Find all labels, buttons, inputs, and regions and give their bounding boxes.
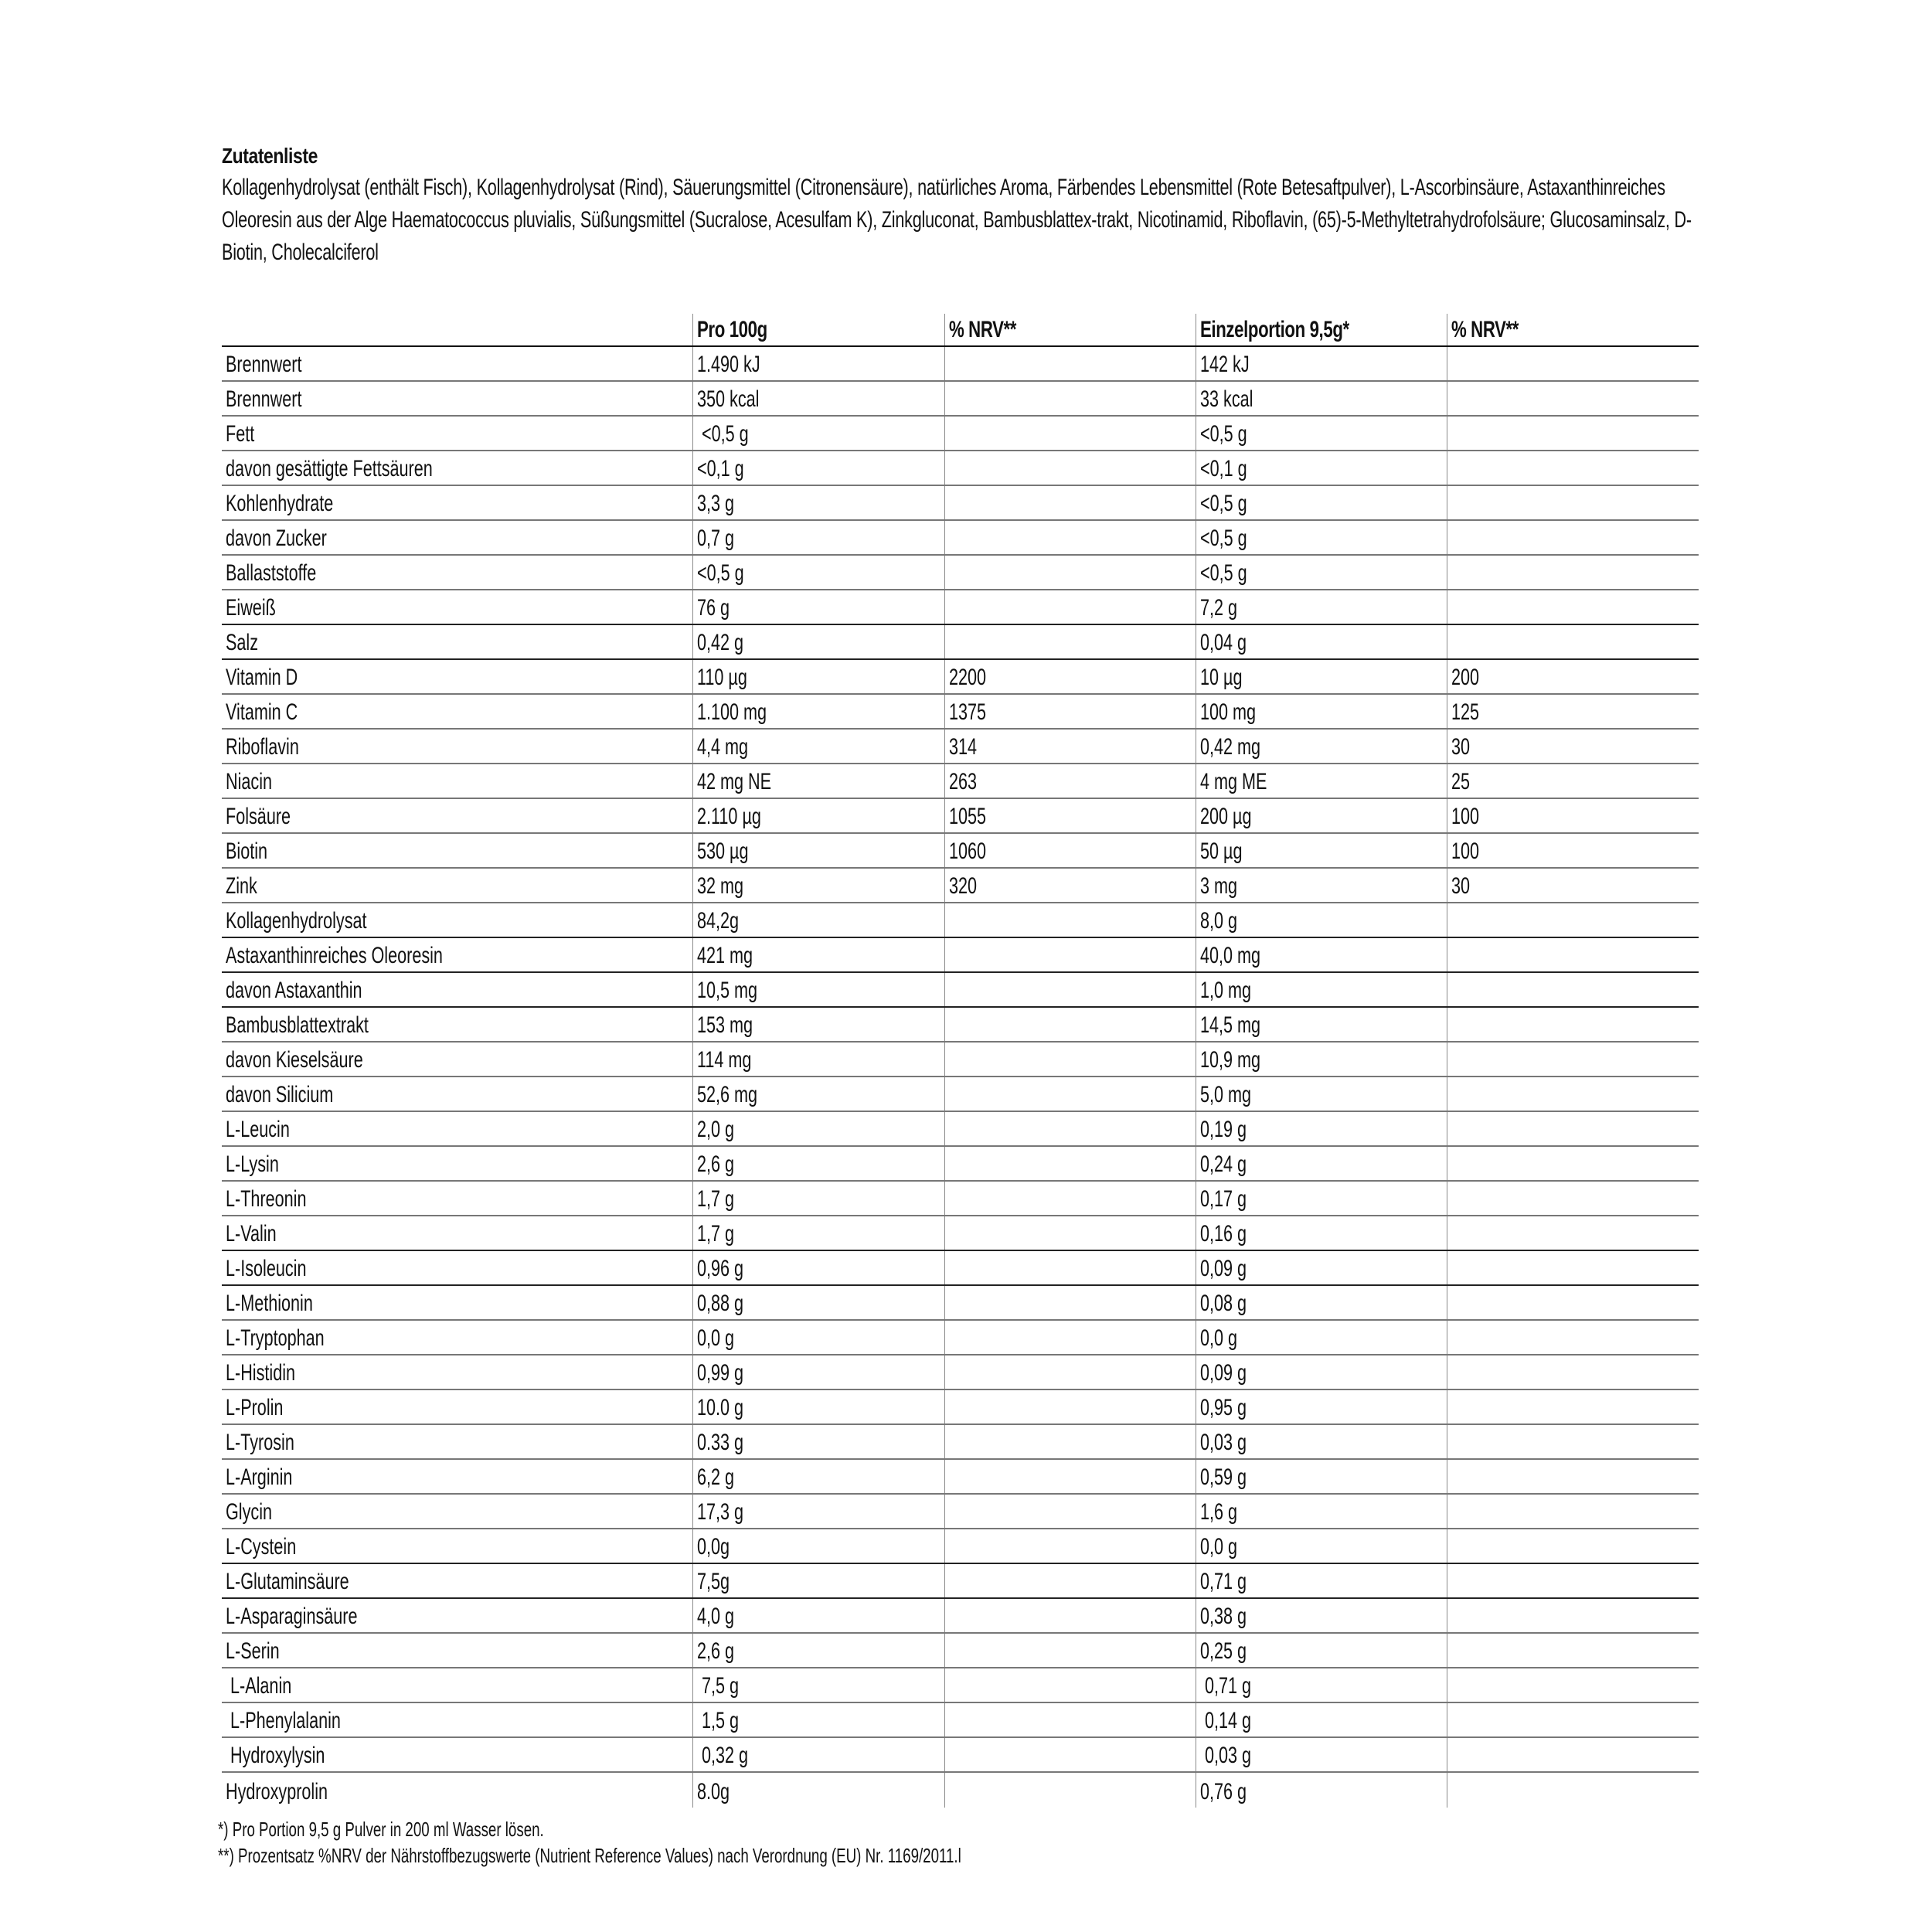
cell-per-100g: 7,5g	[692, 1563, 944, 1598]
cell-nutrient: Brennwert	[222, 346, 692, 381]
cell-nutrient: davon Zucker	[222, 520, 692, 555]
cell-per-100g: 52,6 mg	[692, 1077, 944, 1111]
cell-per-portion: 40,0 mg	[1196, 937, 1447, 972]
cell-per-portion: 1,6 g	[1196, 1494, 1447, 1529]
cell-per-portion: 0,71 g	[1196, 1668, 1447, 1702]
table-row	[222, 416, 1699, 451]
table-row	[222, 764, 1699, 798]
cell-nrv-portion	[1447, 1668, 1699, 1702]
cell-per-100g: 1,7 g	[692, 1216, 944, 1250]
table-row	[222, 346, 1699, 381]
cell-nrv-portion	[1447, 1285, 1699, 1320]
cell-nrv-portion	[1447, 1424, 1699, 1459]
cell-per-portion: 0,03 g	[1196, 1424, 1447, 1459]
cell-per-portion: 0,38 g	[1196, 1598, 1447, 1633]
cell-per-portion: 0,19 g	[1196, 1111, 1447, 1146]
cell-per-portion: <0,1 g	[1196, 451, 1447, 485]
cell-nutrient: davon Silicium	[222, 1077, 692, 1111]
table-row	[222, 937, 1699, 972]
cell-per-100g: <0,5 g	[692, 416, 944, 451]
cell-nrv-100g	[944, 1250, 1196, 1285]
cell-nutrient: L-Lysin	[222, 1146, 692, 1181]
cell-nutrient: L-Valin	[222, 1216, 692, 1250]
cell-nutrient: Hydroxylysin	[222, 1737, 692, 1772]
cell-per-portion: 7,2 g	[1196, 590, 1447, 624]
table-row	[222, 1598, 1699, 1633]
cell-nrv-portion	[1447, 624, 1699, 659]
cell-nutrient: davon Kieselsäure	[222, 1042, 692, 1077]
cell-nrv-portion	[1447, 1772, 1699, 1808]
cell-nutrient: Bambusblattextrakt	[222, 1007, 692, 1042]
cell-nutrient: L-Serin	[222, 1633, 692, 1668]
cell-nrv-portion	[1447, 1598, 1699, 1633]
cell-per-100g: 0,96 g	[692, 1250, 944, 1285]
cell-per-100g: <0,1 g	[692, 451, 944, 485]
cell-nrv-portion	[1447, 1250, 1699, 1285]
cell-per-portion: 8,0 g	[1196, 903, 1447, 937]
cell-per-100g: 110 µg	[692, 659, 944, 694]
table-row	[222, 555, 1699, 590]
table-row	[222, 1320, 1699, 1355]
cell-per-portion: <0,5 g	[1196, 520, 1447, 555]
cell-per-100g: 84,2g	[692, 903, 944, 937]
cell-per-100g: 0,99 g	[692, 1355, 944, 1389]
cell-nrv-100g	[944, 451, 1196, 485]
cell-nutrient: Ballaststoffe	[222, 555, 692, 590]
ingredients-title: Zutatenliste	[222, 144, 318, 168]
cell-nutrient: L-Prolin	[222, 1389, 692, 1424]
cell-nutrient: Salz	[222, 624, 692, 659]
cell-nrv-portion	[1447, 381, 1699, 416]
cell-per-100g: 1.100 mg	[692, 694, 944, 729]
cell-nrv-100g: 1055	[944, 798, 1196, 833]
cell-nrv-100g: 2200	[944, 659, 1196, 694]
cell-nutrient: Fett	[222, 416, 692, 451]
cell-nutrient: Niacin	[222, 764, 692, 798]
cell-nutrient: L-Arginin	[222, 1459, 692, 1494]
cell-nrv-portion	[1447, 1702, 1699, 1737]
cell-nrv-100g: 263	[944, 764, 1196, 798]
cell-nutrient: L-Glutaminsäure	[222, 1563, 692, 1598]
header-nrv-100g: % NRV**	[944, 314, 1196, 346]
cell-per-100g: 0,0g	[692, 1529, 944, 1563]
cell-per-100g: 1,7 g	[692, 1181, 944, 1216]
cell-per-100g: <0,5 g	[692, 555, 944, 590]
header-per-100g: Pro 100g	[692, 314, 944, 346]
table-row	[222, 485, 1699, 520]
cell-nrv-portion	[1447, 1042, 1699, 1077]
cell-nutrient: Zink	[222, 868, 692, 903]
cell-nrv-portion	[1447, 972, 1699, 1007]
cell-per-portion: 0,03 g	[1196, 1737, 1447, 1772]
cell-nutrient: L-Threonin	[222, 1181, 692, 1216]
cell-nrv-portion	[1447, 1111, 1699, 1146]
cell-nrv-portion	[1447, 1355, 1699, 1389]
cell-nrv-100g	[944, 485, 1196, 520]
cell-nrv-100g	[944, 590, 1196, 624]
cell-nrv-100g	[944, 1146, 1196, 1181]
table-row	[222, 1633, 1699, 1668]
footnote-nrv: **) Prozentsatz %NRV der Nährstoffbezugswerte (Nutrient Reference Values) nach Verordnung (EU) Nr. 1169/2011.l	[218, 1844, 961, 1867]
cell-per-100g: 76 g	[692, 590, 944, 624]
cell-nrv-portion	[1447, 346, 1699, 381]
cell-per-100g: 10.0 g	[692, 1389, 944, 1424]
cell-nrv-100g	[944, 381, 1196, 416]
table-row	[222, 729, 1699, 764]
cell-nutrient: Vitamin D	[222, 659, 692, 694]
footnotes	[218, 1816, 1532, 1869]
ingredients-text: Kollagenhydrolysat (enthält Fisch), Kollagenhydrolysat (Rind), Säuerungsmittel (Citronensäure), natürliches Aroma, Färbendes Lebensmittel (Rote Betesaftpulver), L-Ascorbinsäure, Astaxanthinreiches Oleoresin aus der Alge Haematococcus pluvialis, Süßungsmittel (Sucralose, Acesulfam K), Zinkgluconat, Bambusblattex-trakt, Nicotinamid, Riboflavin, (65)-5-Methyltetrahydrofolsäure; Glucosaminsalz, D-Biotin, Cholecalciferol	[222, 175, 1692, 265]
cell-nrv-portion	[1447, 1181, 1699, 1216]
table-row	[222, 1285, 1699, 1320]
cell-per-portion: 4 mg ME	[1196, 764, 1447, 798]
cell-per-100g: 6,2 g	[692, 1459, 944, 1494]
cell-per-100g: 2,6 g	[692, 1633, 944, 1668]
cell-nutrient: L-Phenylalanin	[222, 1702, 692, 1737]
table-row	[222, 1459, 1699, 1494]
cell-nutrient: L-Cystein	[222, 1529, 692, 1563]
cell-nrv-100g	[944, 1459, 1196, 1494]
cell-nrv-portion: 30	[1447, 868, 1699, 903]
cell-per-portion: 0,0 g	[1196, 1529, 1447, 1563]
cell-nrv-100g	[944, 1668, 1196, 1702]
cell-per-100g: 2,6 g	[692, 1146, 944, 1181]
cell-nrv-100g	[944, 1598, 1196, 1633]
cell-per-portion: 1,0 mg	[1196, 972, 1447, 1007]
cell-per-portion: <0,5 g	[1196, 416, 1447, 451]
cell-per-100g: 32 mg	[692, 868, 944, 903]
cell-per-portion: 10,9 mg	[1196, 1042, 1447, 1077]
cell-per-100g: 10,5 mg	[692, 972, 944, 1007]
cell-per-100g: 8.0g	[692, 1772, 944, 1808]
cell-nutrient: Vitamin C	[222, 694, 692, 729]
table-row	[222, 1529, 1699, 1563]
cell-per-portion: 3 mg	[1196, 868, 1447, 903]
cell-per-100g: 114 mg	[692, 1042, 944, 1077]
cell-nrv-100g	[944, 1355, 1196, 1389]
table-header-row	[222, 314, 1699, 346]
cell-nrv-portion	[1447, 416, 1699, 451]
table-row	[222, 798, 1699, 833]
cell-nrv-100g	[944, 1389, 1196, 1424]
cell-per-100g: 2,0 g	[692, 1111, 944, 1146]
cell-per-portion: 0,16 g	[1196, 1216, 1447, 1250]
cell-per-100g: 2.110 µg	[692, 798, 944, 833]
cell-nrv-100g	[944, 555, 1196, 590]
cell-per-100g: 17,3 g	[692, 1494, 944, 1529]
cell-per-100g: 0,32 g	[692, 1737, 944, 1772]
cell-per-100g: 0,0 g	[692, 1320, 944, 1355]
cell-per-portion: 0,42 mg	[1196, 729, 1447, 764]
cell-nrv-portion	[1447, 1389, 1699, 1424]
cell-nrv-portion: 25	[1447, 764, 1699, 798]
table-body	[222, 346, 1699, 1808]
cell-per-100g: 0,88 g	[692, 1285, 944, 1320]
table-row	[222, 1007, 1699, 1042]
cell-nutrient: L-Methionin	[222, 1285, 692, 1320]
header-nutrient	[222, 314, 692, 346]
cell-nrv-100g	[944, 1007, 1196, 1042]
cell-nrv-portion	[1447, 937, 1699, 972]
table-row	[222, 1389, 1699, 1424]
cell-nrv-100g	[944, 972, 1196, 1007]
cell-nrv-100g	[944, 1320, 1196, 1355]
cell-nrv-portion	[1447, 590, 1699, 624]
cell-per-portion: 10 µg	[1196, 659, 1447, 694]
cell-nrv-100g	[944, 416, 1196, 451]
cell-nrv-portion	[1447, 520, 1699, 555]
header-nrv-portion: % NRV**	[1447, 314, 1699, 346]
table-row	[222, 833, 1699, 868]
table-row	[222, 1702, 1699, 1737]
cell-per-portion: 5,0 mg	[1196, 1077, 1447, 1111]
cell-nrv-portion	[1447, 903, 1699, 937]
cell-per-100g: 350 kcal	[692, 381, 944, 416]
cell-nrv-portion	[1447, 1494, 1699, 1529]
cell-nrv-100g	[944, 1633, 1196, 1668]
table-row	[222, 1146, 1699, 1181]
cell-per-portion: 0,25 g	[1196, 1633, 1447, 1668]
cell-nrv-100g	[944, 1737, 1196, 1772]
cell-per-100g: 153 mg	[692, 1007, 944, 1042]
cell-nrv-100g	[944, 1285, 1196, 1320]
cell-nrv-portion: 125	[1447, 694, 1699, 729]
cell-nrv-100g	[944, 520, 1196, 555]
cell-per-portion: <0,5 g	[1196, 485, 1447, 520]
table-row	[222, 1737, 1699, 1772]
cell-nutrient: L-Tyrosin	[222, 1424, 692, 1459]
cell-nutrient: Riboflavin	[222, 729, 692, 764]
cell-nrv-portion	[1447, 555, 1699, 590]
cell-per-100g: 0,42 g	[692, 624, 944, 659]
cell-nutrient: Brennwert	[222, 381, 692, 416]
cell-nutrient: Astaxanthinreiches Oleoresin	[222, 937, 692, 972]
table-row	[222, 381, 1699, 416]
table-row	[222, 1250, 1699, 1285]
cell-nutrient: Glycin	[222, 1494, 692, 1529]
cell-nrv-portion	[1447, 1563, 1699, 1598]
table-row	[222, 1668, 1699, 1702]
cell-nrv-portion	[1447, 451, 1699, 485]
cell-per-portion: 50 µg	[1196, 833, 1447, 868]
nutrition-table	[222, 314, 1699, 1808]
cell-per-100g: 1,5 g	[692, 1702, 944, 1737]
cell-nutrient: Eiweiß	[222, 590, 692, 624]
cell-nrv-100g: 1060	[944, 833, 1196, 868]
cell-per-portion: 0,59 g	[1196, 1459, 1447, 1494]
table-row	[222, 1042, 1699, 1077]
table-row	[222, 903, 1699, 937]
cell-nrv-portion: 200	[1447, 659, 1699, 694]
cell-nrv-100g	[944, 1216, 1196, 1250]
cell-per-100g: 42 mg NE	[692, 764, 944, 798]
table-row	[222, 694, 1699, 729]
table-row	[222, 1494, 1699, 1529]
cell-nrv-portion: 30	[1447, 729, 1699, 764]
cell-nrv-100g	[944, 1563, 1196, 1598]
cell-nrv-100g	[944, 1111, 1196, 1146]
cell-nutrient: davon Astaxanthin	[222, 972, 692, 1007]
cell-per-portion: 0,09 g	[1196, 1250, 1447, 1285]
footnote-portion: *) Pro Portion 9,5 g Pulver in 200 ml Wasser lösen.	[218, 1818, 544, 1841]
cell-nutrient: L-Histidin	[222, 1355, 692, 1389]
ingredients-section	[222, 144, 1736, 269]
cell-nrv-portion	[1447, 1459, 1699, 1494]
cell-per-100g: 0.33 g	[692, 1424, 944, 1459]
cell-per-portion: 0,95 g	[1196, 1389, 1447, 1424]
cell-nutrient: L-Asparaginsäure	[222, 1598, 692, 1633]
table-row	[222, 520, 1699, 555]
cell-per-portion: 100 mg	[1196, 694, 1447, 729]
cell-per-portion: 0,14 g	[1196, 1702, 1447, 1737]
table-row	[222, 1181, 1699, 1216]
cell-per-portion: 0,04 g	[1196, 624, 1447, 659]
table-row	[222, 1424, 1699, 1459]
cell-nrv-100g: 1375	[944, 694, 1196, 729]
cell-nrv-100g	[944, 1042, 1196, 1077]
cell-per-100g: 3,3 g	[692, 485, 944, 520]
cell-nrv-portion	[1447, 1146, 1699, 1181]
cell-nrv-100g	[944, 903, 1196, 937]
cell-per-portion: <0,5 g	[1196, 555, 1447, 590]
header-per-portion: Einzelportion 9,5g*	[1196, 314, 1447, 346]
cell-nrv-100g	[944, 1529, 1196, 1563]
table-row	[222, 868, 1699, 903]
cell-nutrient: Kollagenhydrolysat	[222, 903, 692, 937]
cell-per-portion: 0,0 g	[1196, 1320, 1447, 1355]
cell-nrv-100g	[944, 1772, 1196, 1808]
cell-nrv-portion	[1447, 1007, 1699, 1042]
cell-nrv-100g	[944, 346, 1196, 381]
cell-nrv-100g	[944, 1077, 1196, 1111]
table-row	[222, 659, 1699, 694]
table-row	[222, 972, 1699, 1007]
cell-per-portion: 14,5 mg	[1196, 1007, 1447, 1042]
cell-per-portion: 0,09 g	[1196, 1355, 1447, 1389]
cell-nutrient: Kohlenhydrate	[222, 485, 692, 520]
cell-nutrient: L-Alanin	[222, 1668, 692, 1702]
cell-nrv-portion	[1447, 1216, 1699, 1250]
cell-per-100g: 530 µg	[692, 833, 944, 868]
cell-nrv-portion: 100	[1447, 833, 1699, 868]
cell-nrv-100g	[944, 1181, 1196, 1216]
cell-nutrient: Folsäure	[222, 798, 692, 833]
cell-nrv-100g	[944, 1494, 1196, 1529]
cell-nrv-100g	[944, 937, 1196, 972]
cell-nutrient: L-Leucin	[222, 1111, 692, 1146]
cell-per-portion: 0,17 g	[1196, 1181, 1447, 1216]
cell-nrv-100g	[944, 1702, 1196, 1737]
cell-nutrient: davon gesättigte Fettsäuren	[222, 451, 692, 485]
cell-nutrient: L-Isoleucin	[222, 1250, 692, 1285]
cell-nrv-portion	[1447, 1077, 1699, 1111]
cell-nutrient: L-Tryptophan	[222, 1320, 692, 1355]
cell-nutrient: Hydroxyprolin	[226, 1779, 328, 1804]
table-row	[222, 1563, 1699, 1598]
cell-nrv-portion	[1447, 1529, 1699, 1563]
cell-nrv-100g: 320	[944, 868, 1196, 903]
table-row	[222, 1216, 1699, 1250]
cell-nrv-100g	[944, 624, 1196, 659]
cell-per-100g: 7,5 g	[692, 1668, 944, 1702]
cell-per-portion: 0,76 g	[1196, 1772, 1447, 1808]
cell-per-portion: 142 kJ	[1196, 346, 1447, 381]
cell-nutrient: Biotin	[222, 833, 692, 868]
cell-per-portion: 0,71 g	[1196, 1563, 1447, 1598]
cell-per-100g: 4,0 g	[692, 1598, 944, 1633]
cell-per-100g: 4,4 mg	[692, 729, 944, 764]
cell-nrv-portion: 100	[1447, 798, 1699, 833]
table-row	[222, 1077, 1699, 1111]
table-row	[222, 451, 1699, 485]
cell-per-100g: 0,7 g	[692, 520, 944, 555]
table-row	[222, 624, 1699, 659]
cell-nrv-100g: 314	[944, 729, 1196, 764]
cell-nrv-portion	[1447, 485, 1699, 520]
cell-per-100g: 1.490 kJ	[692, 346, 944, 381]
table-row	[222, 1111, 1699, 1146]
table-row	[222, 1772, 1699, 1808]
table-row	[222, 590, 1699, 624]
cell-per-100g: 421 mg	[692, 937, 944, 972]
cell-nrv-portion	[1447, 1737, 1699, 1772]
cell-nrv-portion	[1447, 1320, 1699, 1355]
cell-nrv-portion	[1447, 1633, 1699, 1668]
cell-per-portion: 0,24 g	[1196, 1146, 1447, 1181]
cell-per-portion: 0,08 g	[1196, 1285, 1447, 1320]
table-row	[222, 1355, 1699, 1389]
cell-per-portion: 200 µg	[1196, 798, 1447, 833]
cell-nrv-100g	[944, 1424, 1196, 1459]
cell-per-portion: 33 kcal	[1196, 381, 1447, 416]
